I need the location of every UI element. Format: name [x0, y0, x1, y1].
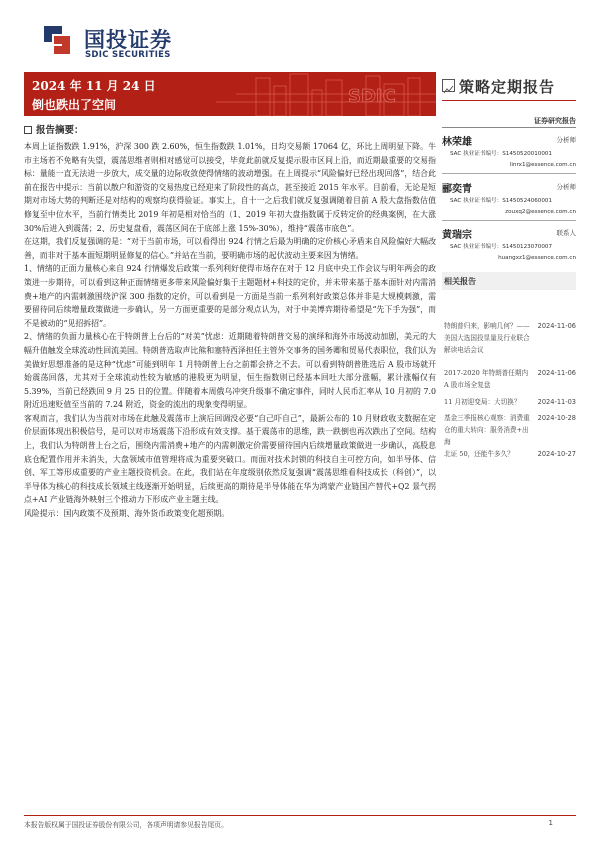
- related-report-date: 2024-10-27: [537, 450, 576, 458]
- summary-paragraph: 在这期，我们反复强调的是：“对于当前市场，可以看得出 924 行情之后最为明确的定价核心矛盾来自风险偏好大幅改善，而非对于基本面短期明显修复的信心。”并站在当前，要明确市场的起伏波动主要来因为情绪。: [24, 237, 436, 260]
- related-report-date: 2024-11-06: [537, 322, 576, 330]
- report-type-divider: [442, 100, 576, 101]
- summary-heading: [24, 122, 84, 136]
- analyst-email[interactable]: linrx1@essence.com.cn: [509, 162, 576, 168]
- title-banner: [24, 72, 436, 116]
- analyst-role: 分析师: [556, 183, 576, 191]
- report-type-label: 策略定期报告: [459, 78, 556, 96]
- department-label: 证券研究报告: [534, 116, 576, 125]
- logo-mark-icon: [40, 22, 74, 58]
- footer-divider: [24, 815, 576, 816]
- risk-warning: 风险提示：国内政策不及预期、海外货币政策变化超预期。: [24, 509, 230, 519]
- banner-building-pattern: [216, 72, 436, 116]
- summary-body: [24, 140, 436, 521]
- summary-paragraph: 2、情绪的负面力量核心在于特朗普上台后的“对美”忧虑：近期随着特朗普交易的演绎和海外市场波动加剧，美元的大幅升值触发全球流动性回流美国。特朗普选取声比熊和塞特西泽担任主管外交事务的国务卿和贸易代表职位，我们认为美做好思想准备的是这种“忧虑”可能到明年 1 月特朗普上台之前都会挤之不去。可以看到特朗普胜选后 A 股市场就开始震荡回落，尤其对于全球流动性较为敏感的港股更为明显，恒生指数则已经基本回吐大部分涨幅，累计涨幅仅有 5.39%，当前已经跌回 9 月 25 日的位置。伴随着本周俄乌冲突升级事不确定事件，同时人民币汇率从 10 月初的 7.0 附近迅速贬值至当前的 7.24 附近，资金的流出的现象变得明显。: [24, 332, 436, 410]
- analyst-cert: SAC 执业证书编号：S1450520010001: [450, 151, 553, 157]
- analyst-cert: SAC 执业证书编号：S1450123070007: [450, 244, 553, 250]
- banner-watermark: SDIC: [348, 86, 396, 107]
- department-divider: [442, 127, 576, 128]
- logo-name-cn: 国投证券: [84, 28, 172, 52]
- chart-icon: [442, 79, 455, 92]
- analyst-name: 黄瑞宗: [442, 230, 472, 241]
- related-report-title[interactable]: 北证 50，还能牛多久？: [444, 450, 514, 458]
- analyst-divider: [442, 220, 576, 221]
- related-report-title[interactable]: 11 月初迎变局：大切换？: [444, 398, 521, 406]
- related-reports-heading: 相关报告: [442, 272, 576, 290]
- analyst-email[interactable]: zouxq2@essence.com.cn: [505, 209, 576, 215]
- company-logo: [40, 20, 200, 70]
- logo-name-en: SDIC SECURITIES: [85, 50, 171, 60]
- related-report-date: 2024-11-03: [537, 398, 576, 406]
- report-type: [442, 76, 576, 98]
- list-icon: [24, 126, 32, 134]
- analyst-name: 郦奕青: [442, 184, 472, 195]
- summary-paragraph: 1、情绪的正面力量核心来自 924 行情爆发后政策一系列利好使得市场存在对于 12 月底中央工作会议与明年两会的政策进一步期待，可以看到这种正面情绪更多带来风险偏好集于主题题材+科技的定价，并未带来基于基本面针对内需消费+地产的内需刺激围绕沪深 300 指数的定价，可以看到是一方面是当前一系列利好政策总体并非是大规模刺激，需要留待同后续增量政策做进一步确认，另一方面更重要的是部分观点认为，对于中美博弈期待希望是“先下手为强”，而不是被动的“见招拆招”。: [24, 264, 436, 328]
- report-date: 2024 年 11 月 24 日: [32, 79, 156, 93]
- related-report-title[interactable]: 2017-2020 年特朗普任期内A 股市场全复盘: [444, 369, 529, 389]
- related-report-title[interactable]: 基金三季报核心观察：消费重仓的重大转向：服务消费+出海: [444, 414, 530, 446]
- related-report-title[interactable]: 特朗普归来，影响几何？——美国大选国投显量及行业联合解读电话会议: [444, 322, 530, 354]
- analyst-divider: [442, 173, 576, 174]
- footer-disclaimer: 本报告版权属于国投证券股份有限公司，各项声明请参见报告尾页。: [24, 821, 228, 829]
- summary-paragraph: 客观而言，我们认为当前对市场在此触及震荡市上演后回调没必要“自己吓自己”，最新公布的 10 月财政收支数据在定价层面体现出积极信号，是可以对市场震荡下沿形成有效支撑。基于震荡市的思维，跌一跌倒也再次跌出了空间。结构上，我们认为特朗普上台之后，围绕内需消费+地产的内需刺激定价需要留待国内后续增量政策做进一步确认，高股息底仓配置作用并未消失，大盘领域市值管理将成为重要突破口。而面对技术封锁的科技自主可控方向，如半导体、信创、军工等形成重要的产业主题投资机会。在此，我们站在年度级别依然反复强调“震荡思维看科技成长（科创）”，以半导体为核心的科技成长领域主线逐渐开始明显，后续更高的期待是半导体能在华为鸿蒙产业链国产替代+Q2 景气拐点+AI 产业链海外映射三个推动力下形成产业主题主线。: [24, 413, 436, 505]
- related-report-date: 2024-10-28: [537, 414, 576, 422]
- summary-paragraph: 本周上证指数跌 1.91%，沪深 300 跌 2.60%，恒生指数跌 1.01%，日均交易额 17064 亿，环比上周明显下降。牛市主场若不免略有失望，震荡思维者则相对感觉可以接受，毕竟此前就反复提示股市区间上沿，而近期最重要的交易指标：量能一直无法进一步放大，成交量的边际收敛使得情绪的波动增强。在上周提示“风险偏好已经出现回落”，结合此前在报告中提示：当前以散户和游资的交易热度已经迎来了阶段性的高点，甚至接近 2015 年水平。目前看，无论是短期对市场大势的判断还是对结构的观察均获得验证。事实上，自十一之后我们就反复强调随着目前 A 股大盘指数估值修复至中位水平，当前行情类比 2019 年初是相对恰当的（1、2019 年初大盘指数属于反转定价的经典案例，在大涨 30%后进入到震荡；2、历史复盘看，震荡区间在于底部上涨 15%-30%），维持“震荡市底色”。: [24, 142, 436, 233]
- related-reports: [442, 272, 576, 458]
- report-title: 倒也跌出了空间: [32, 98, 117, 112]
- analyst-email[interactable]: huangxz1@essence.com.cn: [498, 255, 576, 261]
- analyst-cert: SAC 执业证书编号：S1450524060001: [450, 198, 553, 204]
- analyst-name: 林荣雄: [442, 137, 472, 148]
- page-number: 1: [548, 819, 553, 827]
- analyst-role: 分析师: [556, 136, 576, 144]
- related-report-date: 2024-11-06: [537, 369, 576, 377]
- summary-heading-text: 报告摘要：: [36, 125, 84, 136]
- analyst-role: 联系人: [556, 229, 576, 237]
